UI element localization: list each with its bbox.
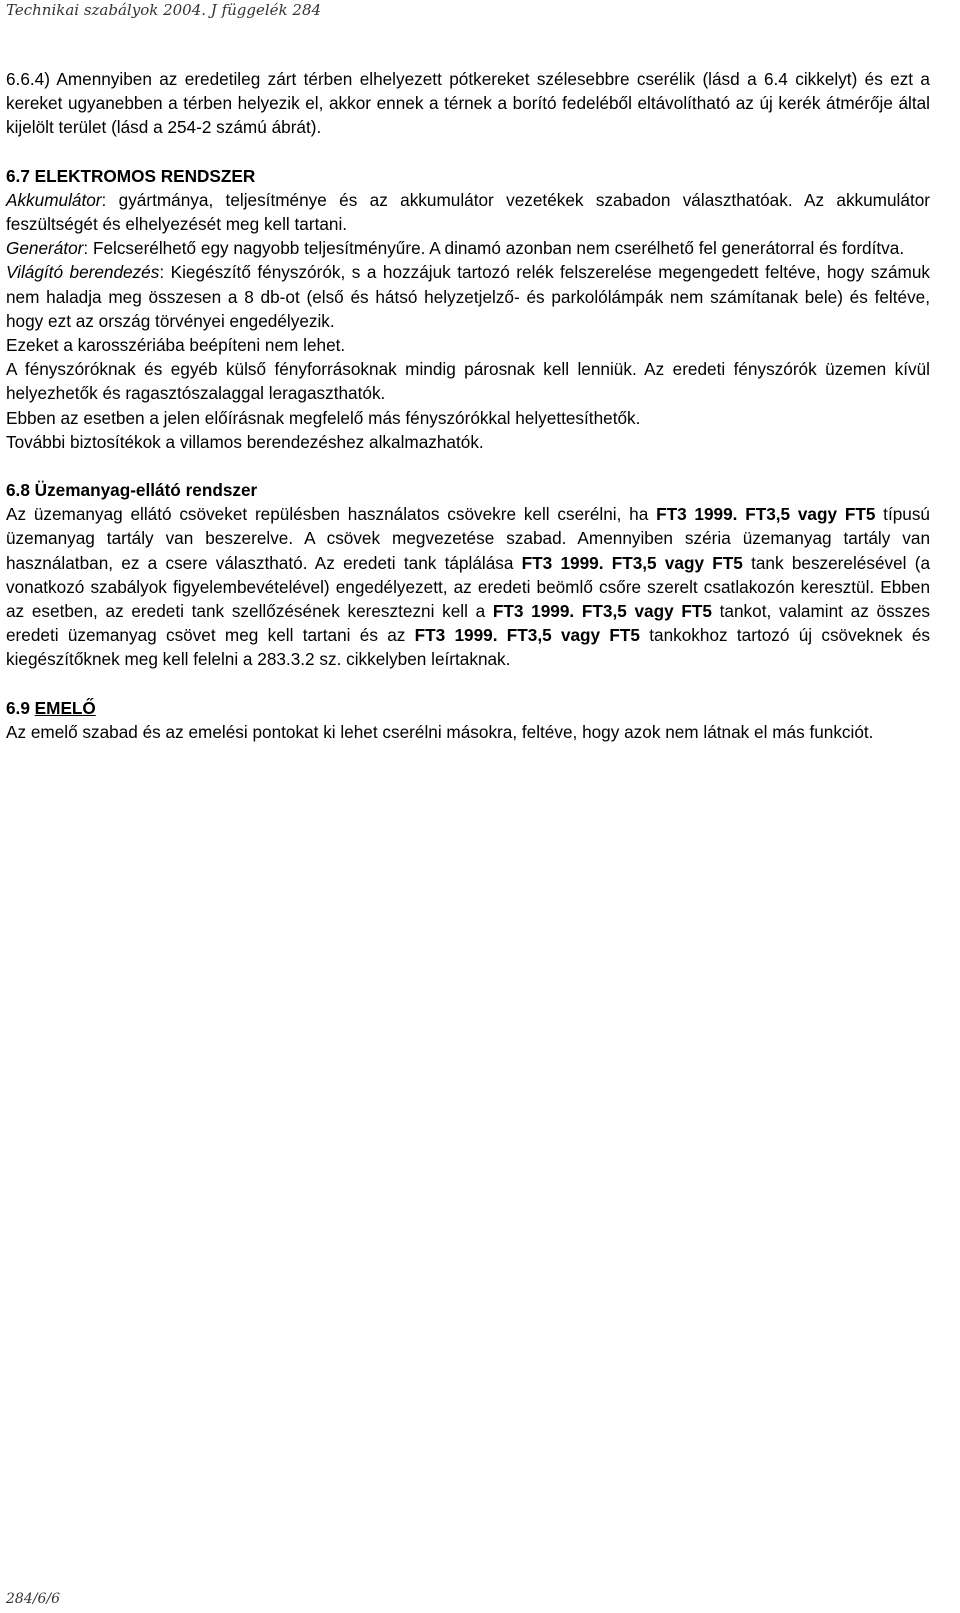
text-run: tankot, valamint az összes eredeti üzemanyag csövet meg kell tartani és az xyxy=(6,601,931,646)
text-run: típusú üzemanyag tartály van beszerelve. A csövek megvezetése szabad. Amennyiben széria üzemanyag tartály van használatban, ez a csere választható. Az eredeti tank táplálása xyxy=(6,504,930,573)
bold-run: FT3 1999. FT3,5 vagy FT5 xyxy=(414,625,640,646)
section-title-6-9 xyxy=(6,696,930,720)
section-title-6-7: 6.7 ELEKTROMOS RENDSZER xyxy=(6,165,256,186)
paragraph-emelo: Az emelő szabad és az emelési pontokat ki lehet cserélni másokra, feltéve, hogy azok nem látnak el más funkciót. xyxy=(6,721,874,742)
page-header: Technikai szabályok 2004. J függelék 284 xyxy=(6,1,322,19)
bold-run: FT3 1999. FT3,5 vagy FT5 xyxy=(656,504,876,525)
vilagito-text: : Kiegészítő fényszórók, s a hozzájuk tartozó relék felszerelése megengedett feltéve, hogy számuk nem haladja meg összesen a 8 db-ot (első és hátsó helyzetjelző- és parkolólámpák nem számítanak bele) és feltéve, hogy ezt az ország törvényei engedélyezik. xyxy=(6,262,930,331)
text-run: tankokhoz tartozó új csöveknek és kiegészítőknek meg kell felelni a 283.3.2 sz. cikkelyben leírtaknak. xyxy=(6,625,931,670)
text-run: tank beszerelésével (a vonatkozó szabályok figyelembevételével) engedélyezett, az eredeti beömlő csőre szerelt csatlakozón keresztül. Ebben az esetben, az eredeti tank szellőzésének keresztezni kell a xyxy=(6,552,930,622)
akkumulator-label: Akkumulátor xyxy=(6,189,102,210)
paragraph-generator xyxy=(6,236,930,260)
paragraph-biztositekok: További biztosítékok a villamos berendezéshez alkalmazhatók. xyxy=(6,431,484,452)
paragraph-vilagito xyxy=(6,260,930,333)
paragraph-karosszeria: Ezeket a karosszériába beépíteni nem lehet. xyxy=(6,335,346,356)
bold-run: FT3 1999. FT3,5 vagy FT5 xyxy=(521,552,743,573)
section-title-word: EMELŐ xyxy=(34,697,96,718)
section-number: 6.9 xyxy=(6,697,35,718)
vilagito-label: Világító berendezés xyxy=(6,262,160,283)
text-run: Az üzemanyag ellátó csöveket repülésben használatos csövekre kell cserélni, ha xyxy=(6,504,657,525)
generator-label: Generátor xyxy=(6,238,84,259)
bold-run: FT3 1999. FT3,5 vagy FT5 xyxy=(492,601,712,622)
paragraph-helyettesites: Ebben az esetben a jelen előírásnak megfelelő más fényszórókkal helyettesíthetők. xyxy=(6,407,641,428)
paragraph-6-6-4: 6.6.4) Amennyiben az eredetileg zárt térben elhelyezett pótkereket szélesebbre cserélik (lásd a 6.4 cikkelyt) és ezt a kereket ugyanebben a térben helyezik el, akkor ennek a térnek a borító fedeléből eltávolítható az új kerék átmérője által kijelölt terület (lásd a 254-2 számú ábrát). xyxy=(6,69,930,138)
spacer xyxy=(6,672,930,696)
paragraph-akkumulator xyxy=(6,188,930,236)
spacer xyxy=(6,140,930,164)
spacer xyxy=(6,454,930,478)
document-body xyxy=(6,67,930,744)
page-footer: 284/6/6 xyxy=(6,1591,60,1607)
akkumulator-text: : gyártmánya, teljesítménye és az akkumulátor vezetékek szabadon választhatóak. Az akkumulátor feszültségét és elhelyezését meg kell tartani. xyxy=(6,189,930,235)
section-title-6-8: 6.8 Üzemanyag-ellátó rendszer xyxy=(6,480,258,501)
paragraph-fenyszorok: A fényszóróknak és egyéb külső fényforrásoknak mindig párosnak kell lenniük. Az eredeti fényszórók üzemen kívül helyezhetők és ragasztószalaggal leragaszthatók. xyxy=(6,359,930,404)
generator-text: : Felcserélhető egy nagyobb teljesítményűre. A dinamó azonban nem cserélhető fel generátorral és fordítva. xyxy=(83,238,905,259)
paragraph-uzemanyag xyxy=(6,502,930,671)
